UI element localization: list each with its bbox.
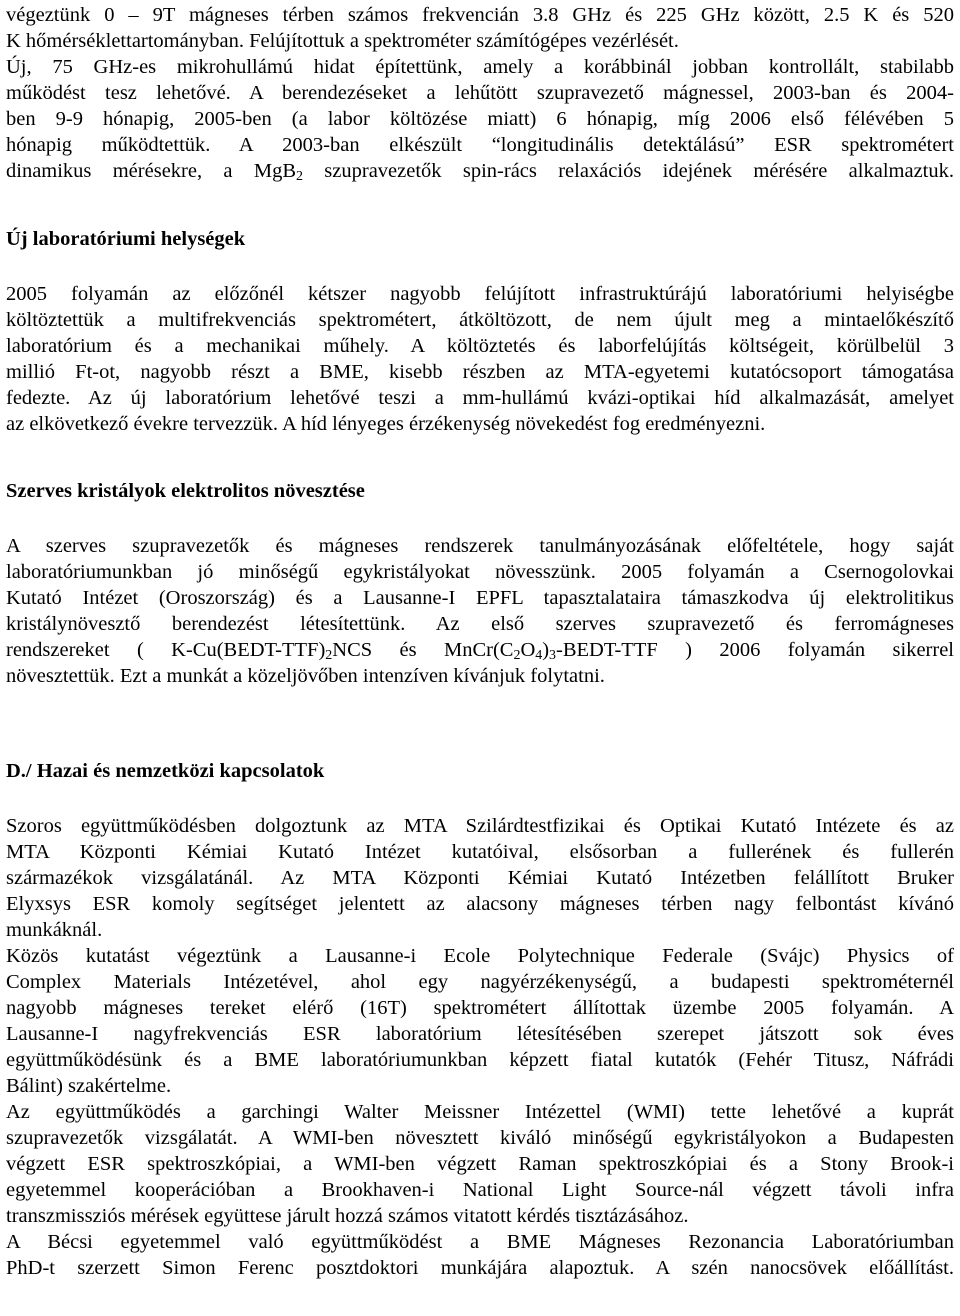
text-line: származékok vizsgálatánál. Az MTA Központi Kémiai Kutató Intézetben felállított Bruker <box>6 867 954 889</box>
section-heading-labs: Új laboratóriumi helységek <box>6 228 246 250</box>
text-line: laboratóriumunkban jó minőségű egykristályokat növesszünk. 2005 folyamán a Csernogolovkai <box>6 561 954 583</box>
text-line: működést tesz lehetővé. A berendezéseket a lehűtött szupravezető mágnessel, 2003-ban és 2004- <box>6 82 954 104</box>
text-line: 2005 folyamán az előzőnél kétszer nagyobb felújított infrastruktúrájú laboratóriumi helyiségbe <box>6 283 954 305</box>
subscript: 3 <box>549 648 557 664</box>
text-line: növesztettük. Ezt a munkát a közeljövőben intenzíven kívánjuk folytatni. <box>6 665 605 687</box>
section-heading-crystals: Szerves kristályok elektrolitos növesztése <box>6 480 365 502</box>
subscript: 2 <box>513 648 521 664</box>
text-line: MTA Központi Kémiai Kutató Intézet kutatóival, elsősorban a fullerének és fullerén <box>6 841 954 863</box>
text-line: végeztünk 0 – 9T mágneses térben számos frekvencián 3.8 GHz és 225 GHz között, 2.5 K és 520 <box>6 4 954 26</box>
text-line: Elyxsys ESR komoly segítséget jelentett az alacsony mágneses térben nagy felbontást kívánó <box>6 893 954 915</box>
text-line: hónapig működtettük. A 2003-ban elkészült “longitudinális detektálású” ESR spektrométert <box>6 134 954 156</box>
text-line: Complex Materials Intézetével, ahol egy nagyérzékenységű, a budapesti spektrométernél <box>6 971 954 993</box>
text-line: költöztettük a multifrekvenciás spektrométert, átköltözott, de nem újult meg a mintaelőkészítő <box>6 309 954 331</box>
text-line: Új, 75 GHz-es mikrohullámú hidat építettünk, amely a korábbinál jobban kontrollált, stabilabb <box>6 56 954 78</box>
text-line: K hőmérséklettartományban. Felújítottuk a spektrométer számítógépes vezérlését. <box>6 30 679 52</box>
text-line <box>6 158 954 184</box>
text-line: A szerves szupravezetők és mágneses rendszerek tanulmányozásának előfeltétele, hogy saját <box>6 535 954 557</box>
text-segment: O <box>520 639 536 661</box>
text-line: végzett ESR spektroszkópiai, a WMI-ben végzett Raman spektroszkópiai és a Stony Brook-i <box>6 1153 954 1175</box>
text-line: ben 9-9 hónapig, 2005-ben (a labor költözése miatt) 6 hónapig, míg 2006 első félévében 5 <box>6 108 954 130</box>
text-line: millió Ft-ot, nagyobb részt a BME, kisebb részben az MTA-egyetemi kutatócsoport támogatása <box>6 361 954 383</box>
text-line: A Bécsi egyetemmel való együttműködést a BME Mágneses Rezonancia Laboratóriumban <box>6 1231 954 1253</box>
text-line: Az együttműködés a garchingi Walter Meissner Intézettel (WMI) tette lehetővé a kuprát <box>6 1101 954 1123</box>
subscript: 2 <box>325 648 333 664</box>
text-segment: ) <box>542 639 550 661</box>
text-line: kristálynövesztő berendezést létesítettünk. Az első szerves szupravezető és ferromágneses <box>6 613 954 635</box>
text-line: az elkövetkező évekre tervezzük. A híd lényeges érzékenység növekedést fog eredményezni. <box>6 413 766 435</box>
section-heading-relations: D./ Hazai és nemzetközi kapcsolatok <box>6 760 325 782</box>
text-line: Kutató Intézet (Oroszország) és a Lausanne-I EPFL tapasztalataira támaszkodva új elektrolitikus <box>6 587 954 609</box>
text-line: nagyobb mágneses tereket elérő (16T) spektrométert állítottak üzembe 2005 folyamán. A <box>6 997 954 1019</box>
text-line: transzmissziós mérések együttese járult hozzá számos vitatott kérdés tisztázásához. <box>6 1205 689 1227</box>
text-line-formulas <box>6 637 954 663</box>
text-segment: szupravezetők spin-rács relaxációs idejének mérésére alkalmaztuk. <box>302 160 954 182</box>
text-line: fedezte. Az új laboratórium lehetővé teszi a mm-hullámú kvázi-optikai híd alkalmazását, amelyet <box>6 387 954 409</box>
text-line: Lausanne-I nagyfrekvenciás ESR laboratórium létesítésében szerepet játszott sok éves <box>6 1023 954 1045</box>
text-line: laboratórium és a mechanikai műhely. A költöztetés és laborfelújítás költségeit, körülbelül 3 <box>6 335 954 357</box>
subscript: 4 <box>535 648 543 664</box>
text-segment: dinamikus mérésekre, a MgB <box>6 160 296 182</box>
text-line: Szoros együttműködésben dolgoztunk az MTA Szilárdtestfizikai és Optikai Kutató Intézete és az <box>6 815 954 837</box>
text-line: PhD-t szerzett Simon Ferenc posztdoktori munkájára alapoztuk. A szén nanocsövek előállítást. <box>6 1257 954 1279</box>
text-line: munkáknál. <box>6 919 103 941</box>
text-line: együttműködésünk és a BME laboratóriumunkban képzett fiatal kutatók (Fehér Titusz, Náfrádi <box>6 1049 954 1071</box>
text-segment: -BEDT-TTF ) 2006 folyamán sikerrel <box>556 639 954 661</box>
text-line: Közös kutatást végeztünk a Lausanne-i Ecole Polytechnique Federale (Svájc) Physics of <box>6 945 954 967</box>
text-segment: rendszereket ( K-Cu(BEDT-TTF) <box>6 639 326 661</box>
text-segment: NCS és MnCr(C <box>332 639 514 661</box>
subscript: 2 <box>296 169 303 185</box>
text-line: szupravezetők vizsgálatát. A WMI-ben növesztett kiváló minőségű egykristályokon a Budapesten <box>6 1127 954 1149</box>
text-line: egyetemmel kooperációban a Brookhaven-i National Light Source-nál végzett távoli infra <box>6 1179 954 1201</box>
text-line: Bálint) szakértelme. <box>6 1075 172 1097</box>
